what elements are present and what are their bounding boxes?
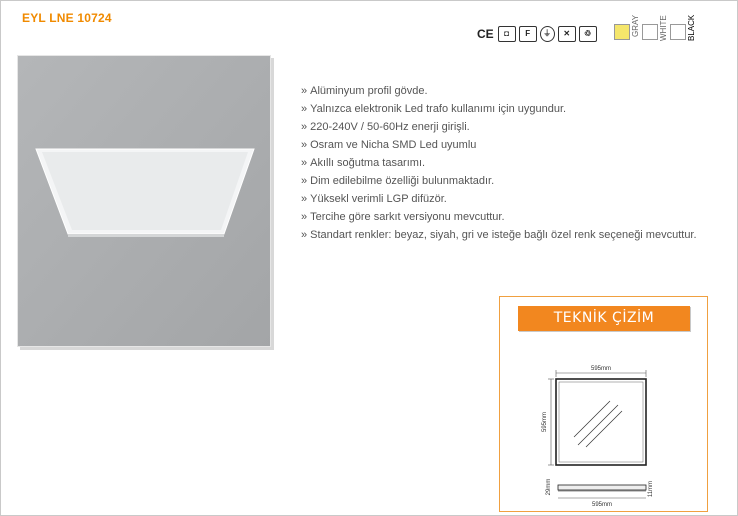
- panel-profile: [558, 485, 646, 490]
- led-panel-image: [18, 56, 271, 347]
- recycle-mark-icon: ♲: [579, 26, 597, 42]
- feature-item: [301, 190, 697, 208]
- technical-drawing-panel: [499, 296, 708, 512]
- feature-text: Standart renkler: beyaz, siyah, gri ve isteğe bağlı özel renk seçeneği mevcuttur.: [310, 229, 697, 241]
- feature-text: Dim edilebilme özelliği bulunmaktadır.: [310, 175, 495, 187]
- color-option-white: [642, 15, 668, 48]
- bullet-icon: »: [301, 85, 308, 97]
- white-label: WHITE: [659, 15, 668, 41]
- color-option-black: [670, 15, 696, 48]
- technical-drawing-title: TEKNİK ÇİZİM: [518, 306, 690, 331]
- feature-item: [301, 136, 697, 154]
- bullet-icon: »: [301, 157, 308, 169]
- diffuser-line: [574, 401, 610, 437]
- bullet-icon: »: [301, 193, 308, 205]
- diffuser-line: [586, 411, 622, 447]
- depth-label-2: 11mm: [648, 480, 654, 498]
- bullet-icon: »: [301, 139, 308, 151]
- feature-text: Yalnızca elektronik Led trafo kullanımı için uygundur.: [310, 103, 567, 115]
- bullet-icon: »: [301, 121, 308, 133]
- feature-text: 220-240V / 50-60Hz enerji girişli.: [310, 121, 470, 133]
- feature-item: [301, 208, 697, 226]
- depth-label: 29mm: [546, 478, 552, 496]
- product-code: EYL LNE 10724: [22, 11, 112, 25]
- bullet-icon: »: [301, 103, 308, 115]
- feature-text: Osram ve Nicha SMD Led uyumlu: [310, 139, 477, 151]
- black-swatch: [670, 24, 686, 40]
- bullet-icon: »: [301, 175, 308, 187]
- class-ii-mark-icon: ◘: [498, 26, 516, 42]
- feature-item: [301, 118, 697, 136]
- feature-item: [301, 100, 697, 118]
- gray-label: GRAY: [631, 15, 640, 38]
- gray-swatch: [614, 24, 630, 40]
- feature-item: [301, 172, 697, 190]
- height-label: 595mm: [542, 411, 548, 433]
- certification-marks: [476, 26, 597, 42]
- feature-text: Akıllı soğutma tasarımı.: [310, 157, 426, 169]
- feature-item: [301, 154, 697, 172]
- ce-mark-icon: CE: [477, 27, 494, 41]
- bottom-width-label: 595mm: [591, 502, 613, 508]
- feature-text: Alüminyum profil gövde.: [310, 85, 428, 97]
- color-options: [614, 15, 696, 48]
- f-mark-icon: F: [519, 26, 537, 42]
- color-option-gray: [614, 15, 640, 48]
- diffuser-line: [578, 405, 618, 445]
- black-label: BLACK: [687, 15, 696, 48]
- bullet-icon: »: [301, 229, 308, 241]
- feature-text: Yüksekl verimli LGP difüzör.: [310, 193, 447, 205]
- wee-mark-icon: ✕: [558, 26, 576, 42]
- feature-item: [301, 226, 697, 244]
- white-swatch: [642, 24, 658, 40]
- feature-list: [301, 82, 697, 244]
- width-label: 595mm: [590, 366, 612, 372]
- bullet-icon: »: [301, 211, 308, 223]
- product-photo: [17, 55, 271, 347]
- feature-item: [301, 82, 697, 100]
- feature-text: Tercihe göre sarkıt versiyonu mevcuttur.: [310, 211, 505, 223]
- earth-mark-icon: ⏚: [540, 26, 555, 42]
